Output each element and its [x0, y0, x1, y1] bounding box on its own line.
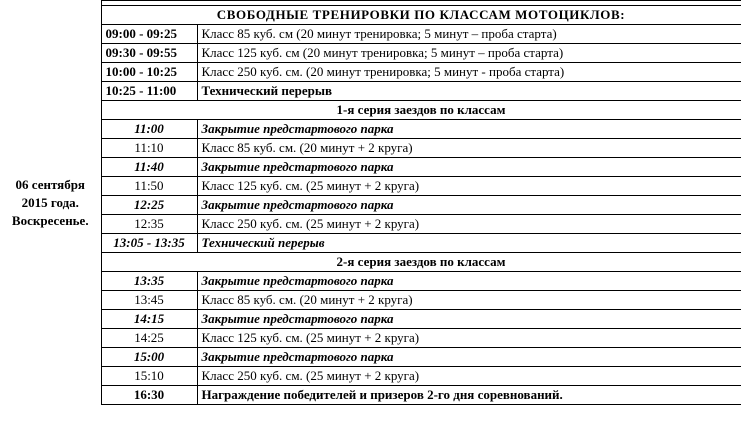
schedule-row — [0, 120, 741, 139]
schedule-row — [0, 291, 741, 310]
schedule-description: Закрытие предстартового парка — [197, 272, 741, 291]
schedule-description: Закрытие предстартового парка — [197, 196, 741, 215]
section-header-row — [0, 101, 741, 120]
date-line: Воскресенье. — [11, 212, 89, 228]
schedule-description: Класс 85 куб. см (20 минут тренировка; 5 минут – проба старта) — [197, 25, 741, 44]
schedule-time: 09:00 - 09:25 — [101, 25, 197, 44]
schedule-time: 11:40 — [101, 158, 197, 177]
section-header: СВОБОДНЫЕ ТРЕНИРОВКИ ПО КЛАССАМ МОТОЦИКЛОВ: — [101, 6, 741, 25]
schedule-row — [0, 348, 741, 367]
schedule-row — [0, 44, 741, 63]
schedule-description: Класс 250 куб. см. (20 минут тренировка; 5 минут - проба старта) — [197, 63, 741, 82]
schedule-description: Класс 125 куб. см. (25 минут + 2 круга) — [197, 177, 741, 196]
schedule-row — [0, 215, 741, 234]
schedule-description: Класс 250 куб. см. (25 минут + 2 круга) — [197, 367, 741, 386]
schedule-description: Класс 85 куб. см. (20 минут + 2 круга) — [197, 291, 741, 310]
schedule-description: Закрытие предстартового парка — [197, 158, 741, 177]
schedule-time: 14:25 — [101, 329, 197, 348]
schedule-description: Технический перерыв — [197, 234, 741, 253]
schedule-time: 13:45 — [101, 291, 197, 310]
schedule-description: Технический перерыв — [197, 82, 741, 101]
schedule-row — [0, 329, 741, 348]
schedule-description: Класс 125 куб. см (20 минут тренировка; 5 минут – проба старта) — [197, 44, 741, 63]
section-header-row — [0, 6, 741, 25]
date-line: 2015 года. — [21, 194, 79, 210]
date-line: 06 сентября — [15, 176, 85, 192]
schedule-row — [0, 82, 741, 101]
schedule-row — [0, 196, 741, 215]
schedule-time: 11:10 — [101, 139, 197, 158]
schedule-description: Закрытие предстартового парка — [197, 120, 741, 139]
schedule-row — [0, 63, 741, 82]
schedule-time: 16:30 — [101, 386, 197, 405]
schedule-time: 12:25 — [101, 196, 197, 215]
schedule-time: 13:05 - 13:35 — [101, 234, 197, 253]
schedule-row — [0, 310, 741, 329]
schedule-row — [0, 139, 741, 158]
schedule-row — [0, 272, 741, 291]
schedule-time: 09:30 - 09:55 — [101, 44, 197, 63]
schedule-time: 15:00 — [101, 348, 197, 367]
schedule-description: Класс 125 куб. см. (25 минут + 2 круга) — [197, 329, 741, 348]
schedule-time: 11:00 — [101, 120, 197, 139]
schedule-row — [0, 386, 741, 405]
section-header-row — [0, 253, 741, 272]
schedule-time: 13:35 — [101, 272, 197, 291]
schedule-row — [0, 177, 741, 196]
schedule-time: 10:00 - 10:25 — [101, 63, 197, 82]
schedule-row — [0, 367, 741, 386]
schedule-date — [0, 1, 101, 405]
schedule-description: Закрытие предстартового парка — [197, 310, 741, 329]
schedule-time: 12:35 — [101, 215, 197, 234]
schedule-row — [0, 158, 741, 177]
schedule-row — [0, 25, 741, 44]
schedule-time: 10:25 - 11:00 — [101, 82, 197, 101]
schedule-time: 11:50 — [101, 177, 197, 196]
schedule-description: Класс 250 куб. см. (25 минут + 2 круга) — [197, 215, 741, 234]
schedule-description: Класс 85 куб. см. (20 минут + 2 круга) — [197, 139, 741, 158]
schedule-body — [0, 1, 741, 405]
schedule-description: Награждение победителей и призеров 2-го дня соревнований. — [197, 386, 741, 405]
section-header: 2-я серия заездов по классам — [101, 253, 741, 272]
schedule-time: 14:15 — [101, 310, 197, 329]
schedule-description: Закрытие предстартового парка — [197, 348, 741, 367]
schedule-time: 15:10 — [101, 367, 197, 386]
schedule-row — [0, 234, 741, 253]
section-header: 1-я серия заездов по классам — [101, 101, 741, 120]
